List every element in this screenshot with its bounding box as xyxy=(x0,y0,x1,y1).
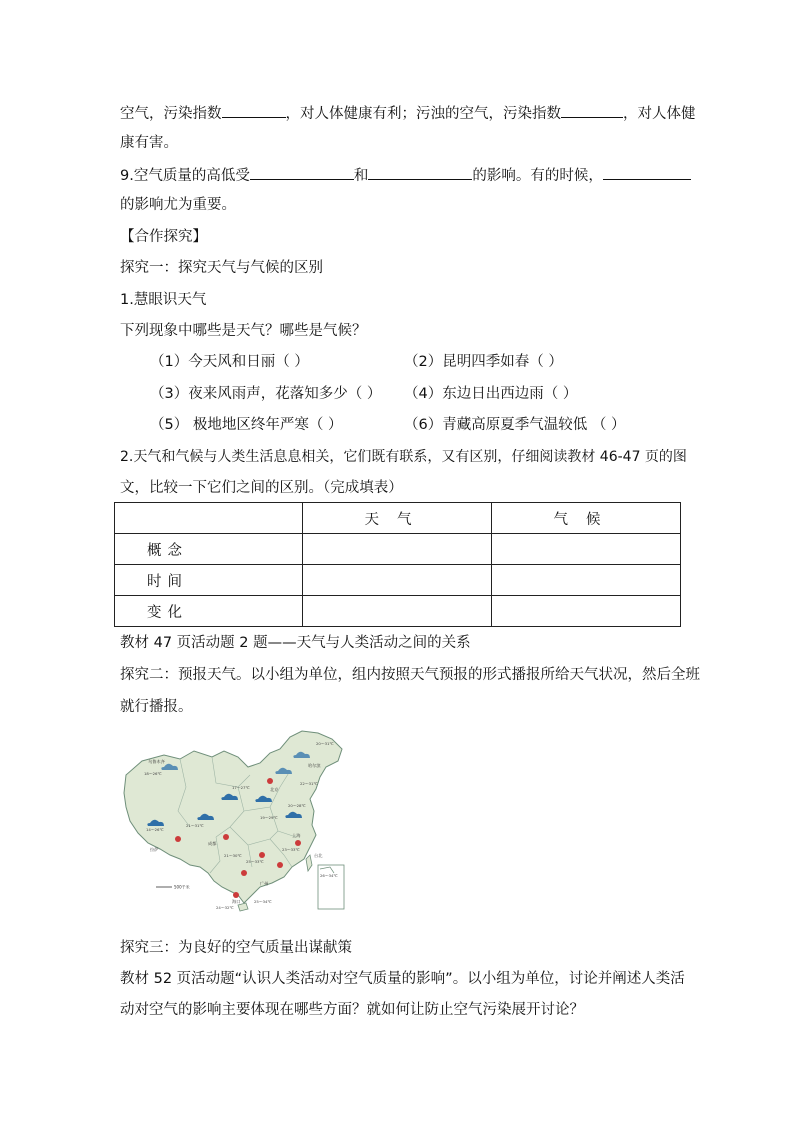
map-temp: 20～31℃ xyxy=(316,741,334,746)
map-temp: 25～33℃ xyxy=(246,859,264,864)
option-4[interactable]: （4）东边日出西边雨（ ） xyxy=(404,386,578,402)
explore3-title: 探究三：为良好的空气质量出谋献策 xyxy=(120,940,352,956)
cell-weather-time[interactable] xyxy=(303,565,492,596)
map-temp: 21～30℃ xyxy=(224,853,242,858)
map-temp: 22～31℃ xyxy=(300,781,318,786)
blank-clean-index[interactable] xyxy=(222,102,286,118)
explore1-question: 下列现象中哪些是天气？哪些是气候？ xyxy=(120,323,367,339)
map-temp: 21～31℃ xyxy=(186,823,204,828)
explore3-line2: 动对空气的影响主要体现在哪些方面？就如何让防止空气污染展开讨论？ xyxy=(120,1002,584,1018)
map-label: 广州 xyxy=(260,881,269,886)
cell-climate-time[interactable] xyxy=(492,565,681,596)
table-row xyxy=(115,596,681,627)
row-header-concept: 概念 xyxy=(115,534,303,565)
table-row xyxy=(115,534,681,565)
option-1[interactable]: （1）今天风和日丽（ ） xyxy=(150,354,309,370)
map-label: 台北 xyxy=(314,853,323,858)
col-header-climate: 气候 xyxy=(492,503,681,534)
option-6[interactable]: （6）青藏高原夏季气温较低 （ ） xyxy=(404,417,626,433)
cell-weather-change[interactable] xyxy=(303,596,492,627)
sun-icon xyxy=(267,778,273,784)
map-temp: 18～26℃ xyxy=(144,771,162,776)
blank-factor-2[interactable] xyxy=(368,164,472,180)
sun-icon xyxy=(175,836,181,842)
cell-climate-change[interactable] xyxy=(492,596,681,627)
sun-icon xyxy=(259,852,265,858)
blank-factor-3[interactable] xyxy=(603,164,691,180)
option-3[interactable]: （3）夜来风雨声，花落知多少（ ） xyxy=(150,386,382,402)
map-label: 海口 xyxy=(232,899,241,904)
q8-line1: 空气，污染指数 ，对人体健康有利；污浊的空气，污染指数 ，对人体健 xyxy=(120,102,696,124)
sun-icon xyxy=(241,870,247,876)
map-label: 成都 xyxy=(208,841,217,846)
cell-weather-concept[interactable] xyxy=(303,534,492,565)
explore3-line1: 教材 52 页活动题“认识人类活动对空气质量的影响”。以小组为单位，讨论并阐述人类活 xyxy=(120,971,685,987)
map-label: 上海 xyxy=(292,833,301,838)
option-2[interactable]: （2）昆明四季如春（ ） xyxy=(404,354,563,370)
hainan-island xyxy=(238,903,248,911)
blank-factor-1[interactable] xyxy=(250,164,354,180)
south-sea-inset xyxy=(318,865,344,909)
sun-icon xyxy=(223,834,229,840)
map-label: 北京 xyxy=(270,787,279,792)
explore2-line2: 就行播报。 xyxy=(120,699,193,715)
map-temp: 19～29℃ xyxy=(260,815,278,820)
comparison-table xyxy=(114,502,681,627)
q8-line2: 康有害。 xyxy=(120,135,178,151)
map-temp: 17～27℃ xyxy=(232,785,250,790)
explore1-sub2-line1: 2.天气和气候与人类生活息息相关，它们既有联系，又有区别，仔细阅读教材 46-47 页的图 xyxy=(120,449,687,465)
map-label: 哈尔滨 xyxy=(308,763,321,768)
cell-climate-concept[interactable] xyxy=(492,534,681,565)
option-5[interactable]: （5） 极地地区终年严寒（ ） xyxy=(150,417,343,433)
china-weather-map xyxy=(120,727,350,912)
row-header-change: 变化 xyxy=(115,596,303,627)
blank-dirty-index[interactable] xyxy=(561,102,623,118)
map-temp: 20～28℃ xyxy=(288,803,306,808)
table-row xyxy=(115,565,681,596)
table-corner-cell xyxy=(115,503,303,534)
weather-map xyxy=(120,727,350,912)
col-header-weather: 天气 xyxy=(303,503,492,534)
explore2-line1: 探究二：预报天气。以小组为单位，组内按照天气预报的形式播报所给天气状况，然后全班 xyxy=(120,667,700,683)
q9-line2: 的影响尤为重要。 xyxy=(120,197,236,213)
sun-icon xyxy=(233,892,239,898)
explore1-sub2-line2: 文，比较一下它们之间的区别。（完成填表） xyxy=(120,480,403,496)
sun-icon xyxy=(277,862,283,868)
activity-note: 教材 47 页活动题 2 题——天气与人类活动之间的关系 xyxy=(120,635,471,651)
map-temp: 26～34℃ xyxy=(320,873,338,878)
row-header-time: 时间 xyxy=(115,565,303,596)
sun-icon xyxy=(295,840,301,846)
table-header-row xyxy=(115,503,681,534)
scale-label: 500千米 xyxy=(174,884,190,890)
map-temp: 24～32℃ xyxy=(216,905,234,910)
map-temp: 23～33℃ xyxy=(282,847,300,852)
section-title: 【合作探究】 xyxy=(120,229,207,245)
q9-line1: 9.空气质量的高低受 和 的影响。有的时候， xyxy=(120,164,691,186)
map-label: 乌鲁木齐 xyxy=(148,759,165,764)
taiwan-island xyxy=(306,855,312,871)
explore1-sub1: 1.慧眼识天气 xyxy=(120,292,207,308)
map-temp: 14～26℃ xyxy=(146,827,164,832)
map-label: 拉萨 xyxy=(150,847,159,852)
map-temp: 25～34℃ xyxy=(254,899,272,904)
explore1-title: 探究一：探究天气与气候的区别 xyxy=(120,260,323,276)
